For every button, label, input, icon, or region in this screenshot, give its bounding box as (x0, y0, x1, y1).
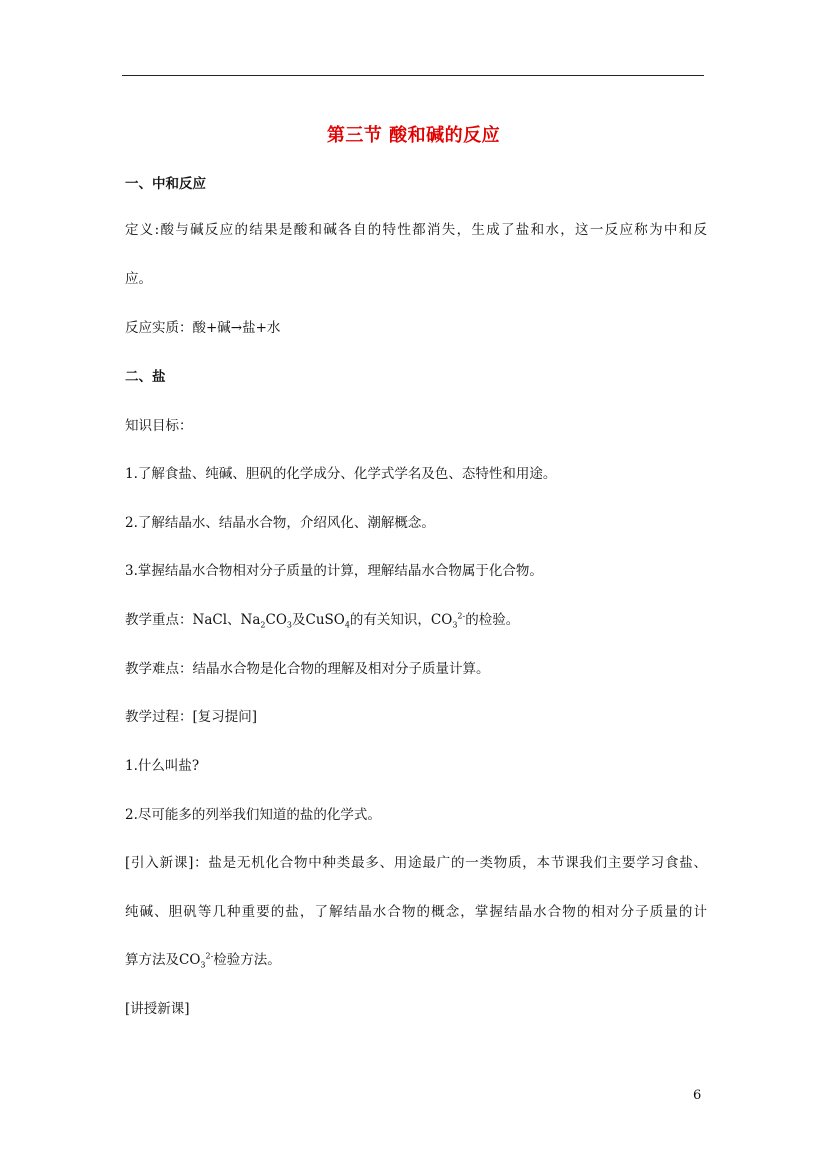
goal-item-1: 1.了解食盐、纯碱、胆矾的化学成分、化学式学名及色、态特性和用途。 (125, 466, 557, 482)
intro-line-3: 算方法及$CO_3^{2-}$检验方法。 (125, 951, 281, 970)
keypoint-test: 的检验。 (465, 612, 520, 628)
formula-nacl: NaCl、 (192, 612, 241, 628)
page-number: 6 (693, 1088, 702, 1103)
reaction-essence: 反应实质：酸+碱→盐+水 (125, 320, 281, 336)
goal-item-3: 3.掌握结晶水合物相对分子质量的计算，理解结晶水合物属于化合物。 (125, 563, 543, 579)
knowledge-goals-label: 知识目标： (125, 418, 193, 434)
header-rule (122, 75, 704, 76)
keypoint-knowledge: 的有关知识， (349, 612, 431, 628)
lecture-label: [讲授新课] (125, 1001, 190, 1017)
intro-line-1: [引入新课]：盐是无机化合物中种类最多、用途最广的一类物质，本节课我们主要学习食盐、 (125, 855, 707, 871)
section-heading-neutralization: 一、中和反应 (125, 176, 206, 192)
keypoint-and: 及 (291, 612, 306, 628)
teaching-keypoint (125, 610, 519, 630)
teaching-process: 教学过程：[复习提问] (125, 709, 258, 725)
section-heading-salt: 二、盐 (125, 369, 166, 385)
keypoint-label: 教学重点： (125, 612, 193, 628)
definition-line-1: 定义:酸与碱反应的结果是酸和碱各自的特性都消失，生成了盐和水，这一反应称为中和反 (125, 222, 707, 238)
formula-cuso4: CuSO$_4$ (305, 612, 350, 630)
intro-line-2: 纯碱、胆矾等几种重要的盐，了解结晶水合物的概念，掌握结晶水合物的相对分子质量的计 (125, 904, 707, 920)
formula-co3-ion-2: $CO_3^{2-}$ (179, 951, 214, 970)
review-question-2: 2.尽可能多的列举我们知道的盐的化学式。 (125, 807, 381, 823)
formula-na2co3: $Na_2CO_3$ (240, 612, 292, 630)
page-title: 第三节 酸和碱的反应 (326, 125, 501, 146)
teaching-difficulty: 教学难点：结晶水合物是化合物的理解及相对分子质量计算。 (125, 661, 490, 677)
goal-item-2: 2.了解结晶水、结晶水合物，介绍风化、潮解概念。 (125, 515, 435, 531)
review-question-1: 1.什么叫盐? (125, 758, 200, 774)
formula-co3-ion: $CO_3^{2-}$ (430, 611, 466, 630)
definition-line-2: 应。 (125, 271, 152, 287)
